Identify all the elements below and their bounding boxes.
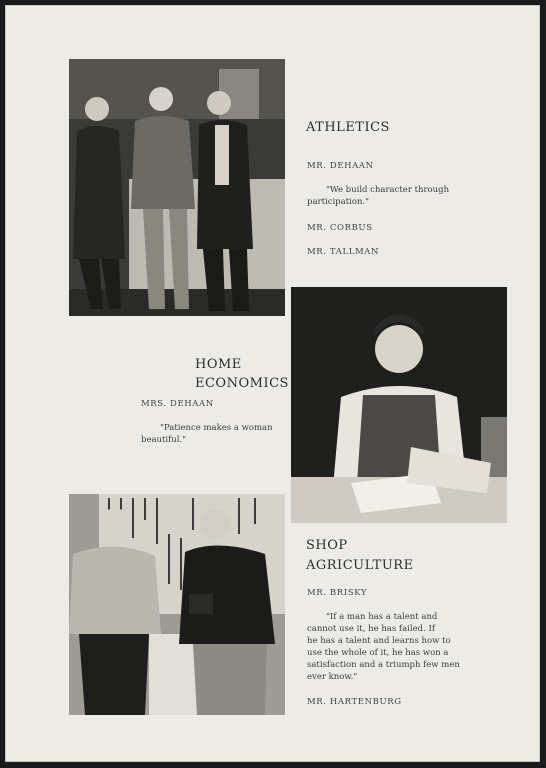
shop-quote-line-3: he has a talent and learns how to bbox=[307, 636, 451, 646]
shop-heading-line-1: SHOP bbox=[306, 538, 348, 553]
home-economics-teacher: MRS. DEHAAN bbox=[141, 399, 214, 409]
home-economics-heading-line-2: ECONOMICS bbox=[195, 376, 289, 391]
shop-heading-line-2: AGRICULTURE bbox=[306, 558, 414, 573]
home-economics-photo bbox=[291, 287, 507, 523]
athletics-teacher-1: MR. DEHAAN bbox=[307, 161, 374, 171]
home-economics-quote-line-1: "Patience makes a woman bbox=[160, 423, 273, 433]
athletics-photo bbox=[69, 59, 285, 316]
shop-quote-line-5: satisfaction and a triumph few men bbox=[307, 660, 460, 670]
shop-agriculture-photo bbox=[69, 494, 285, 715]
home-economics-quote-line-2: beautiful." bbox=[141, 435, 187, 445]
yearbook-page bbox=[5, 5, 540, 762]
athletics-quote-line-2: participation." bbox=[307, 197, 370, 207]
athletics-teacher-3: MR. TALLMAN bbox=[307, 247, 380, 257]
shop-quote-line-1: "If a man has a talent and bbox=[326, 612, 438, 622]
shop-quote-line-4: use the whole of it, he has won a bbox=[307, 648, 449, 658]
shop-teacher-2: MR. HARTENBURG bbox=[307, 697, 402, 707]
shop-teacher-1: MR. BRISKY bbox=[307, 588, 368, 598]
athletics-heading: ATHLETICS bbox=[306, 120, 390, 135]
athletics-teacher-2: MR. CORBUS bbox=[307, 223, 373, 233]
shop-quote-line-2: cannot use it, he has failed. If bbox=[307, 624, 435, 634]
shop-quote-line-6: ever know." bbox=[307, 672, 358, 682]
athletics-quote-line-1: "We build character through bbox=[326, 185, 450, 195]
home-economics-heading-line-1: HOME bbox=[195, 357, 242, 372]
